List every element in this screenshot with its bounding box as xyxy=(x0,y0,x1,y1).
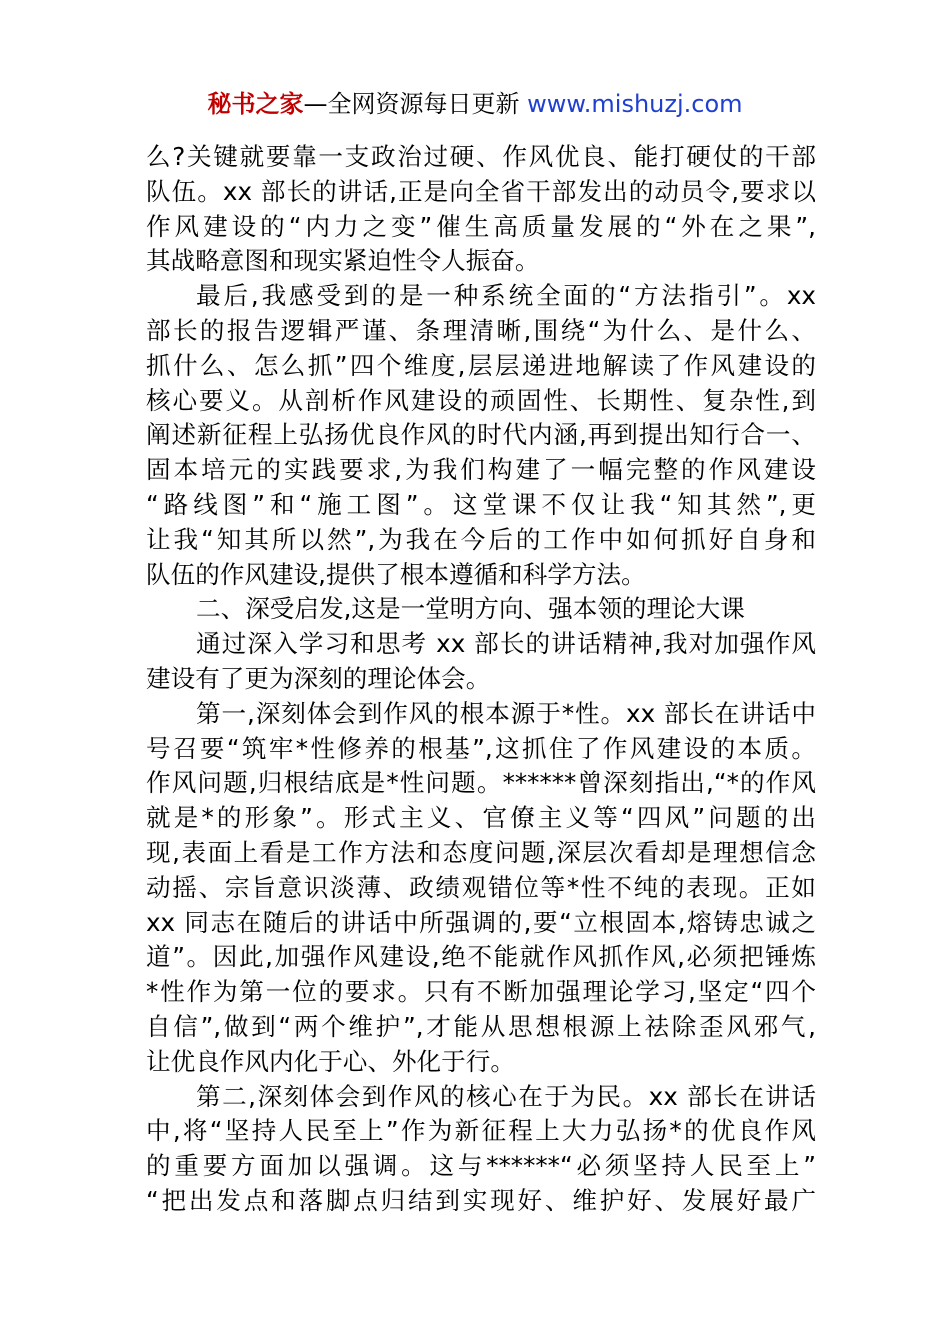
text-line: 动摇、宗旨意识淡薄、政绩观错位等*性不纯的表现。正如 xyxy=(146,872,816,902)
text-line: 其战略意图和现实紧迫性令人振奋。 xyxy=(146,246,540,276)
text-line: 作风问题,归根结底是*性问题。******曾深刻指出,“*的作风 xyxy=(146,768,816,798)
site-brand: 秘书之家 xyxy=(207,90,304,118)
paragraph-first-line: 第一,深刻体会到作风的根本源于*性。xx 部长在讲话中 xyxy=(196,698,816,728)
text-line: 建设有了更为深刻的理论体会。 xyxy=(146,663,491,693)
paragraph-first-line: 通过深入学习和思考 xx 部长的讲话精神,我对加强作风 xyxy=(196,629,816,659)
text-line: 号召要“筑牢*性修养的根基”,这抓住了作风建设的本质。 xyxy=(146,733,816,763)
text-line: xx 同志在随后的讲话中所强调的,要“立根固本,熔铸忠诚之 xyxy=(146,907,816,937)
text-line: 中,将“坚持人民至上”作为新征程上大力弘扬*的优良作风 xyxy=(146,1116,816,1146)
text-line: 核心要义。从剖析作风建设的顽固性、长期性、复杂性,到 xyxy=(146,385,816,415)
text-line: 队伍的作风建设,提供了根本遵循和科学方法。 xyxy=(146,559,646,589)
site-url-link[interactable]: www.mishuzj.com xyxy=(527,90,743,118)
text-line: 自信”,做到“两个维护”,才能从思想根源上祛除歪风邪气, xyxy=(146,1011,816,1041)
text-line: 就是*的形象”。形式主义、官僚主义等“四风”问题的出 xyxy=(146,803,816,833)
text-line: 抓什么、怎么抓”四个维度,层层递进地解读了作风建设的 xyxy=(146,350,816,380)
site-tagline: —全网资源每日更新 xyxy=(303,90,528,118)
text-line: 让我“知其所以然”,为我在今后的工作中如何抓好自身和 xyxy=(146,524,816,554)
text-line: 道”。因此,加强作风建设,绝不能就作风抓作风,必须把锤炼 xyxy=(146,942,816,972)
text-line: 部长的报告逻辑严谨、条理清晰,围绕“为什么、是什么、 xyxy=(146,315,816,345)
text-line: “路线图”和“施工图”。这堂课不仅让我“知其然”,更 xyxy=(146,489,816,519)
paragraph-first-line: 第二,深刻体会到作风的核心在于为民。xx 部长在讲话 xyxy=(196,1081,816,1111)
text-line: 固本培元的实践要求,为我们构建了一幅完整的作风建设 xyxy=(146,455,816,485)
document-body xyxy=(146,140,816,1219)
text-line: 队伍。xx 部长的讲话,正是向全省干部发出的动员令,要求以 xyxy=(146,176,816,206)
site-banner xyxy=(0,86,950,122)
paragraph-first-line: 最后,我感受到的是一种系统全面的“方法指引”。xx xyxy=(196,281,816,311)
text-line: 现,表面上看是工作方法和态度问题,深层次看却是理想信念 xyxy=(146,837,816,867)
text-line: 的重要方面加以强调。这与******“必须坚持人民至上” xyxy=(146,1151,816,1181)
text-line: *性作为第一位的要求。只有不断加强理论学习,坚定“四个 xyxy=(146,977,816,1007)
text-line: 阐述新征程上弘扬优良作风的时代内涵,再到提出知行合一、 xyxy=(146,420,816,450)
text-line: 作风建设的“内力之变”催生高质量发展的“外在之果”, xyxy=(146,211,816,241)
section-heading: 二、深受启发,这是一堂明方向、强本领的理论大课 xyxy=(196,594,745,624)
text-line: “把出发点和落脚点归结到实现好、维护好、发展好最广 xyxy=(146,1185,816,1215)
text-line: 让优良作风内化于心、外化于行。 xyxy=(146,1046,515,1076)
text-line: 么?关键就要靠一支政治过硬、作风优良、能打硬仗的干部 xyxy=(146,142,816,171)
